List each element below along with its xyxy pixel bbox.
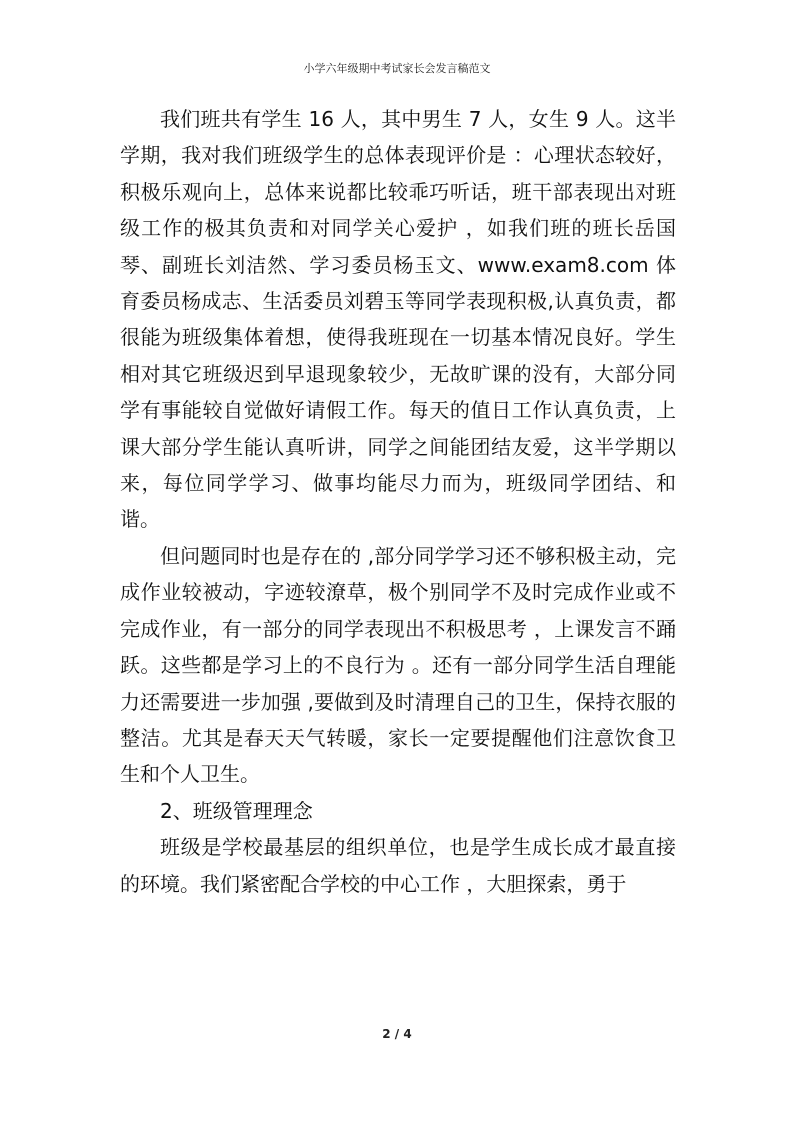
page-number: 2 / 4	[382, 1027, 412, 1041]
paragraph-management: 班级是学校最基层的组织单位，也是学生成长成才最直接的环境。我们紧密配合学校的中心工作 ，大胆探索，勇于	[120, 835, 676, 896]
section-heading-management: 2、班级管理理念	[160, 798, 313, 823]
document-body	[120, 101, 676, 902]
paragraph-class-overview: 我们班共有学生 16 人，其中男生 7 人，女生 9 人。这半学期，我对我们班级学生的总体表现评价是 ：心理状态较好，积极乐观向上，总体来说都比较乖巧听话，班干部表现出对班级工作的极其负责和对同学关心爱护 ，如我们班的班长岳国琴、副班长刘洁然、学习委员杨玉文、www.exam8.com 体育委员杨成志、生活委员刘碧玉等同学表现积极,认真负责，都很能为班级集体着想，使得我班现在一切基本情况良好。学生相对其它班级迟到早退现象较少，无故旷课的没有，大部分同学有事能较自觉做好请假工作。每天的值日工作认真负责，上课大部分学生能认真听讲，同学之间能团结友爱，这半学期以来，每位同学学习、做事均能尽力而为，班级同学团结、和谐。	[120, 107, 676, 532]
page-header-title: 小学六年级期中考试家长会发言稿范文	[303, 62, 491, 75]
paragraph-problems: 但问题同时也是存在的 ,部分同学学习还不够积极主动，完成作业较被动，字迹较潦草，极个别同学不及时完成作业或不完成作业，有一部分的同学表现出不积极思考 ，上课发言不踊跃。这些都是学习上的不良行为 。还有一部分同学生活自理能力还需要进一步加强 ,要做到及时清理自己的卫生，保持衣服的整洁。尤其是春天天气转暖，家长一定要提醒他们注意饮食卫生和个人卫生。	[120, 543, 676, 787]
